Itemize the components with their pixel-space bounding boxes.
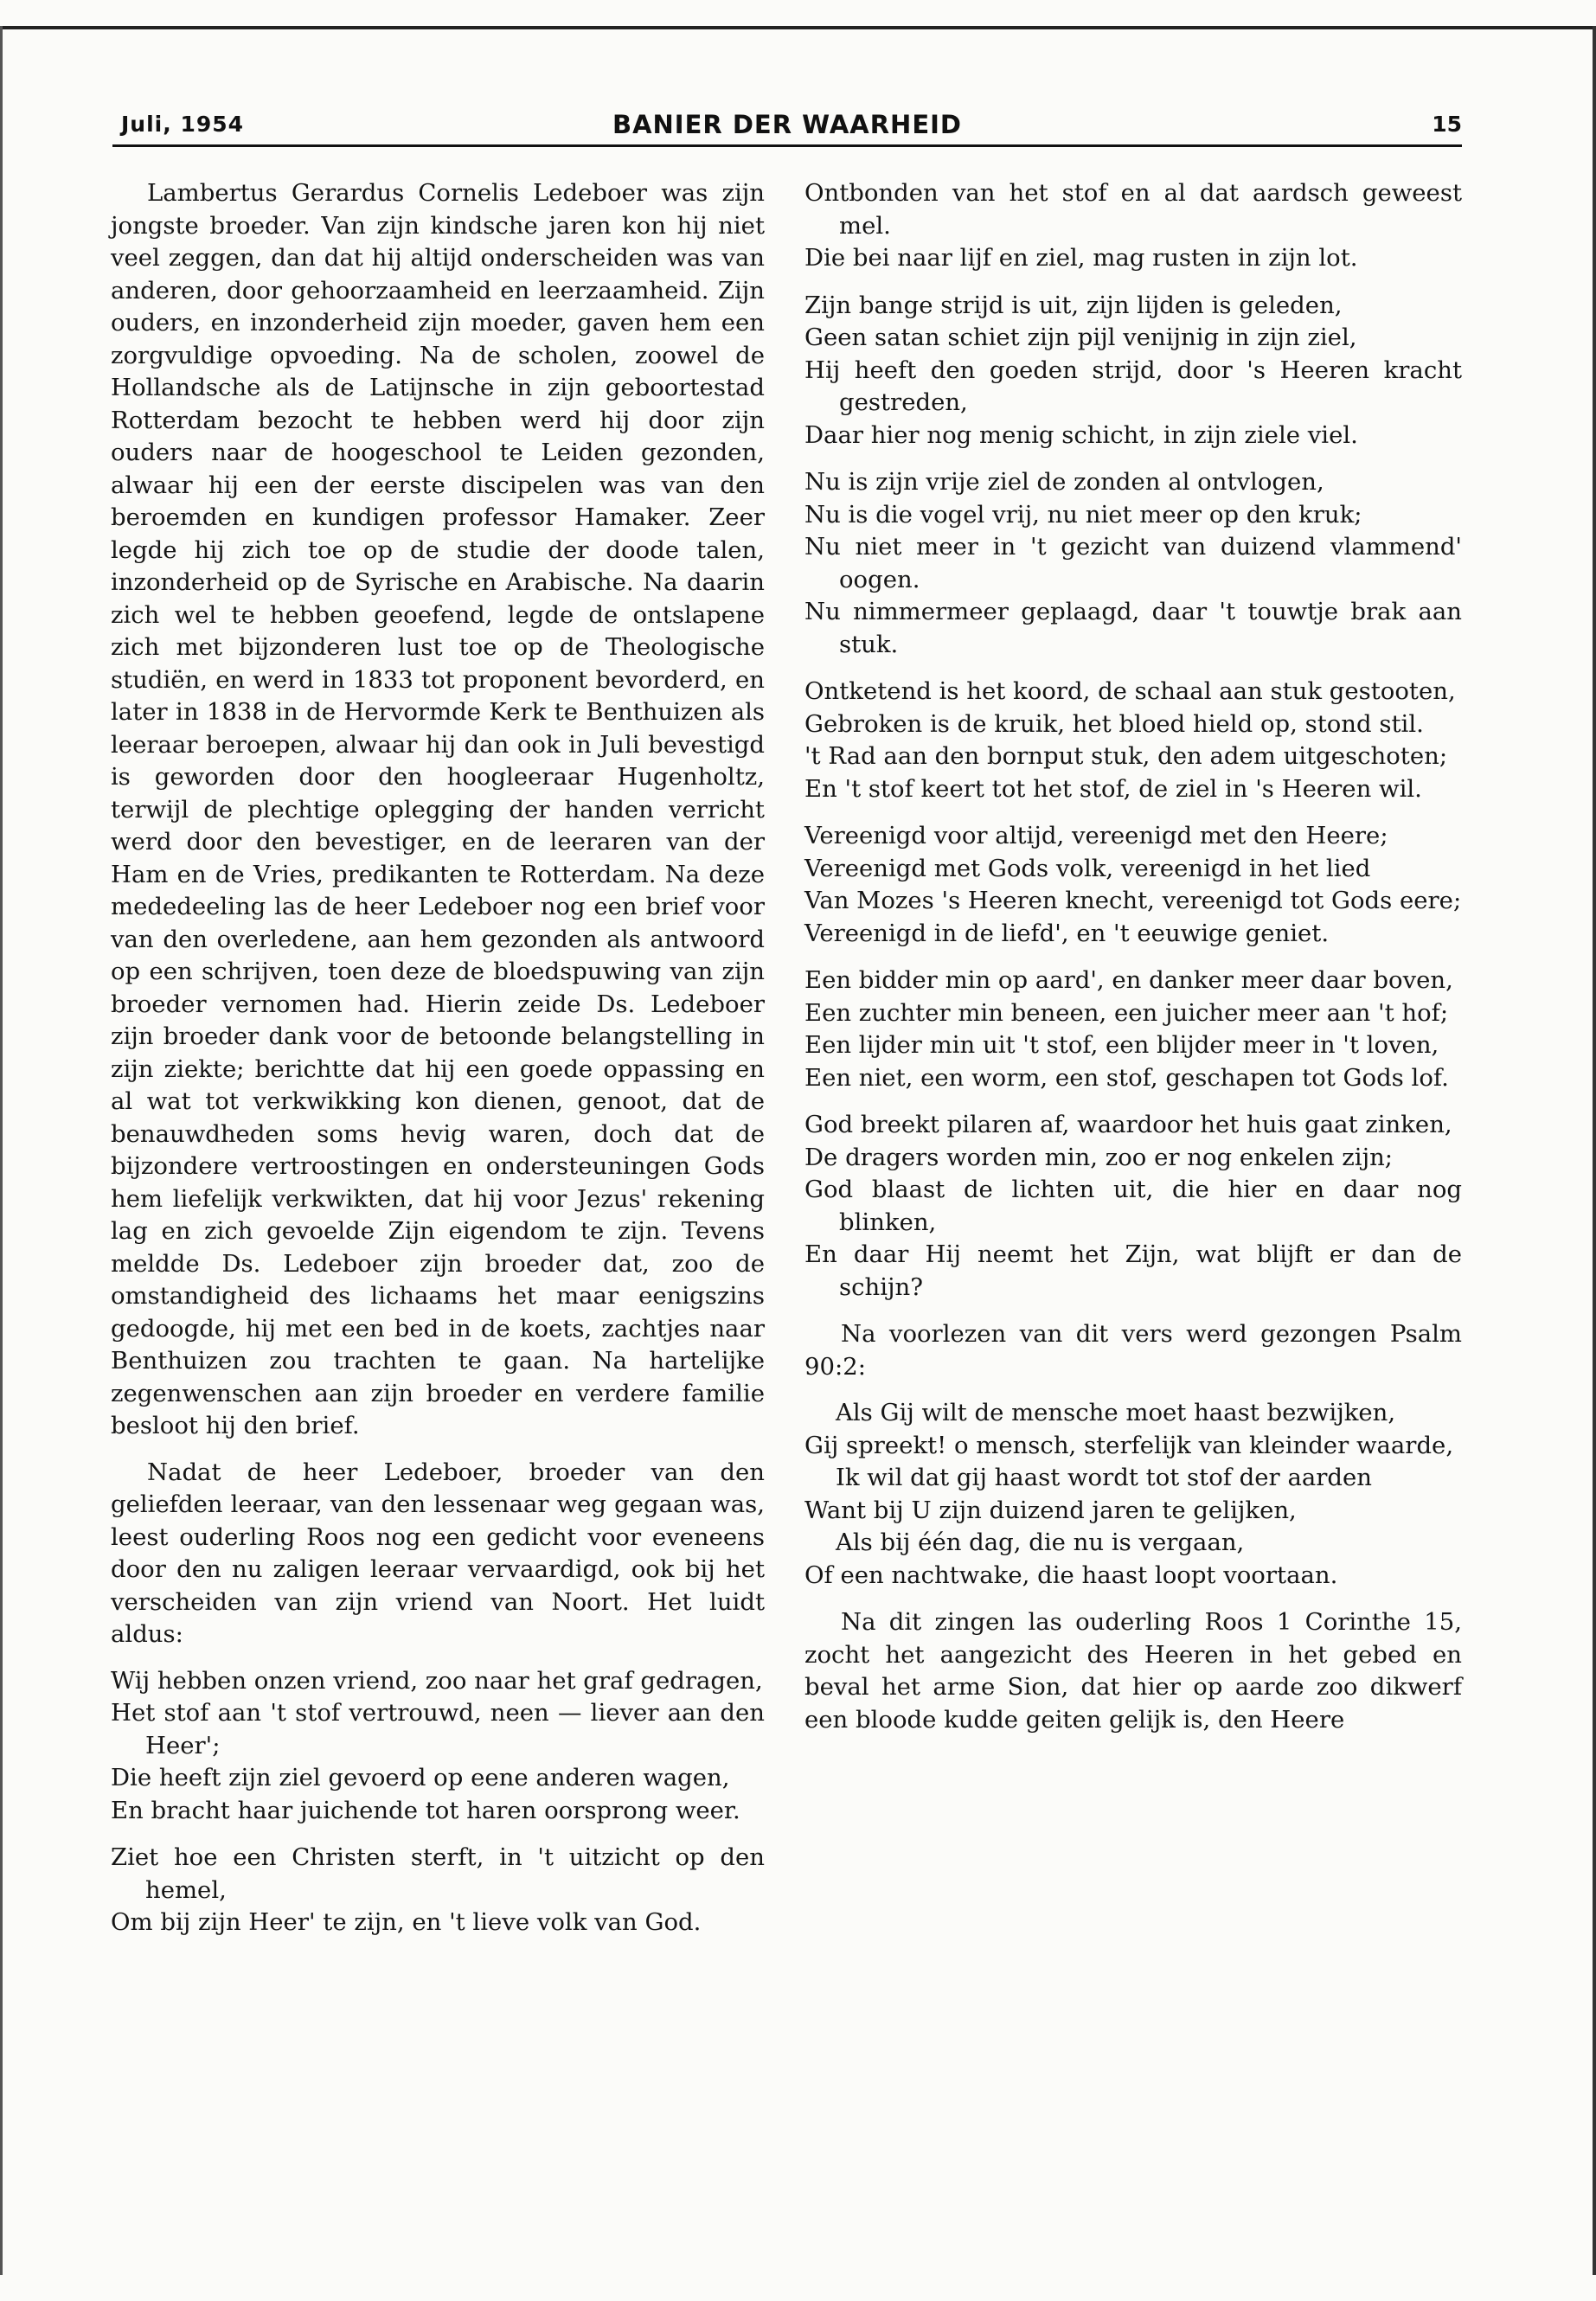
verse-line: Die heeft zijn ziel gevoerd op eene anderen wagen, — [111, 1764, 730, 1791]
page-right-edge — [1593, 26, 1596, 2275]
left-column — [111, 177, 765, 1954]
running-header — [112, 108, 1462, 146]
verse-line: Ontketend is het koord, de schaal aan stuk gestooten, — [804, 677, 1456, 705]
verse-line: Hij heeft den goeden strijd, door 's Heeren kracht gestreden, — [804, 356, 1462, 416]
verse-line: Ontbonden van het stof en al dat aardsch geweest mel. — [804, 179, 1462, 240]
poem-stanza — [804, 1109, 1462, 1304]
body-paragraph: Nadat de heer Ledeboer, broeder van den geliefden leeraar, van den lessenaar weg gegaan was, leest ouderling Roos nog een gedicht voor eveneens door den nu zaligen leeraar vervaardigd, ook bij het verscheiden van zijn vriend van Noort. Het luidt aldus: — [111, 1458, 765, 1648]
poem-stanza — [804, 965, 1462, 1094]
psalm-line: Ik wil dat gij haast wordt tot stof der aarden — [836, 1464, 1372, 1491]
psalm-line: Of een nachtwake, die haast loopt voortaan. — [804, 1561, 1338, 1589]
poem-stanza — [111, 1842, 765, 1939]
verse-line: Die bei naar lijf en ziel, mag rusten in zijn lot. — [804, 244, 1358, 272]
poem-stanza — [111, 1665, 765, 1828]
verse-line: Nu nimmermeer geplaagd, daar 't touwtje brak aan stuk. — [804, 598, 1462, 658]
body-paragraph: Na dit zingen las ouderling Roos 1 Corinthe 15, zocht het aangezicht des Heeren in het gebed en beval het arme Sion, dat hier op aarde zoo dikwerf een bloode kudde geiten gelijk is, den Heere — [804, 1608, 1462, 1734]
journal-title: BANIER DER WAARHEID — [612, 110, 962, 139]
verse-line: Vereenigd in de liefd', en 't eeuwige geniet. — [804, 919, 1330, 947]
page-left-edge — [0, 26, 3, 2275]
verse-line: Van Mozes 's Heeren knecht, vereenigd tot Gods eere; — [804, 887, 1462, 914]
verse-line: Nu niet meer in 't gezicht van duizend vlammend' oogen. — [804, 533, 1462, 593]
psalm-verse — [804, 1397, 1462, 1592]
verse-line: En 't stof keert tot het stof, de ziel in 's Heeren wil. — [804, 774, 1422, 803]
issue-date: Juli, 1954 — [121, 112, 245, 137]
verse-line: 't Rad aan den bornput stuk, den adem uitgeschoten; — [804, 742, 1448, 770]
verse-line: Zijn bange strijd is uit, zijn lijden is geleden, — [804, 291, 1343, 319]
verse-line: Een lijder min uit 't stof, een blijder meer in 't loven, — [804, 1031, 1439, 1059]
verse-line: Een niet, een worm, een stof, geschapen tot Gods lof. — [804, 1063, 1449, 1092]
poem-stanza — [804, 820, 1462, 950]
verse-line: En daar Hij neemt het Zijn, wat blijft er dan de schijn? — [804, 1240, 1462, 1301]
verse-line: Vereenigd voor altijd, vereenigd met den Heere; — [804, 822, 1388, 849]
verse-line: Om bij zijn Heer' te zijn, en 't lieve volk van God. — [111, 1908, 702, 1936]
verse-line: Het stof aan 't stof vertrouwd, neen — liever aan den Heer'; — [111, 1699, 765, 1759]
psalm-line: Als Gij wilt de mensche moet haast bezwijken, — [836, 1399, 1396, 1426]
poem-stanza — [804, 676, 1462, 805]
verse-line: Een bidder min op aard', en danker meer daar boven, — [804, 966, 1453, 994]
poem-stanza — [804, 177, 1462, 275]
verse-line: Geen satan schiet zijn pijl venijnig in zijn ziel, — [804, 324, 1357, 351]
verse-line: Wij hebben onzen vriend, zoo naar het graf gedragen, — [111, 1666, 763, 1695]
psalm-line: Als bij één dag, die nu is vergaan, — [836, 1529, 1245, 1556]
verse-line: En bracht haar juichende tot haren oorsprong weer. — [111, 1796, 740, 1824]
verse-line: Ziet hoe een Christen sterft, in 't uitzicht op den hemel, — [111, 1843, 765, 1904]
verse-line: God blaast de lichten uit, die hier en daar nog blinken, — [804, 1176, 1462, 1236]
psalm-line: Gij spreekt! o mensch, sterfelijk van kleinder waarde, — [804, 1431, 1454, 1459]
psalm-line: Want bij U zijn duizend jaren te gelijken, — [804, 1496, 1297, 1524]
verse-line: Gebroken is de kruik, het bloed hield op, stond stil. — [804, 709, 1424, 738]
verse-line: Nu is zijn vrije ziel de zonden al ontvlogen, — [804, 468, 1324, 496]
body-paragraph: Na voorlezen van dit vers werd gezongen Psalm 90:2: — [804, 1320, 1462, 1381]
header-rule — [112, 144, 1462, 147]
verse-line: Een zuchter min beneen, een juicher meer aan 't hof; — [804, 998, 1449, 1027]
body-paragraph: Lambertus Gerardus Cornelis Ledeboer was zijn jongste broeder. Van zijn kindsche jaren kon hij niet veel zeggen, dan dat hij altijd onderscheiden was van anderen, door gehoorzaamheid en leerzaamheid. Zijn ouders, en inzonderheid zijn moeder, gaven hem een zorgvuldige opvoeding. Na de scholen, zoowel de Hollandsche als de Latijnsche in zijn geboortestad Rotterdam bezocht te hebben werd hij door zijn ouders naar de hoogeschool te Leiden gezonden, alwaar hij een der eerste discipelen was van den beroemden en kundigen professor Hamaker. Zeer legde hij zich toe op de studie der doode talen, inzonderheid op de Syrische en Arabische. Na daarin zich wel te hebben geoefend, legde de ontslapene zich met bijzonderen lust toe op de Theologische studiën, en werd in 1833 tot proponent bevorderd, en later in 1838 in de Hervormde Kerk te Benthuizen als leeraar beroepen, alwaar hij dan ook in Juli bevestigd is geworden door den hoogleeraar Hugenholtz, terwijl de plechtige oplegging der handen verricht werd door den bevestiger, en de leeraren van der Ham en de Vries, predikanten te Rotterdam. Na deze mededeeling las de heer Ledeboer nog een brief voor van den overledene, aan hem gezonden als antwoord op een schrijven, toen deze de bloedspuwing van zijn broeder vernomen had. Hierin zeide Ds. Ledeboer zijn broeder dank voor de betoonde belangstelling in zijn ziekte; berichtte dat hij een goede oppassing en al wat tot verkwikking kon dienen, genoot, dat de benauwdheden soms hevig waren, doch dat de bijzondere vertroostingen en ondersteuningen Gods hem liefelijk verkwikten, dat hij voor Jezus' rekening lag en zich gevoelde Zijn eigendom te zijn. Tevens meldde Ds. Ledeboer zijn broeder dat, zoo de omstandigheid des lichaams het maar eenigszins gedoogde, hij met een bed in de koets, zachtjes naar Benthuizen zou trachten te gaan. Na hartelijke zegenwenschen aan zijn broeder en verdere familie besloot hij den brief. — [111, 179, 765, 1439]
right-column — [804, 177, 1462, 1750]
page-top-border — [0, 26, 1596, 29]
verse-line: God breekt pilaren af, waardoor het huis gaat zinken, — [804, 1111, 1452, 1138]
page-number: 15 — [1432, 112, 1462, 137]
verse-line: Nu is die vogel vrij, nu niet meer op den kruk; — [804, 500, 1362, 529]
verse-line: Daar hier nog menig schicht, in zijn ziele viel. — [804, 420, 1358, 449]
verse-line: De dragers worden min, zoo er nog enkelen zijn; — [804, 1143, 1394, 1171]
verse-line: Vereenigd met Gods volk, vereenigd in het lied — [804, 854, 1371, 882]
poem-stanza — [804, 466, 1462, 661]
poem-stanza — [804, 290, 1462, 452]
